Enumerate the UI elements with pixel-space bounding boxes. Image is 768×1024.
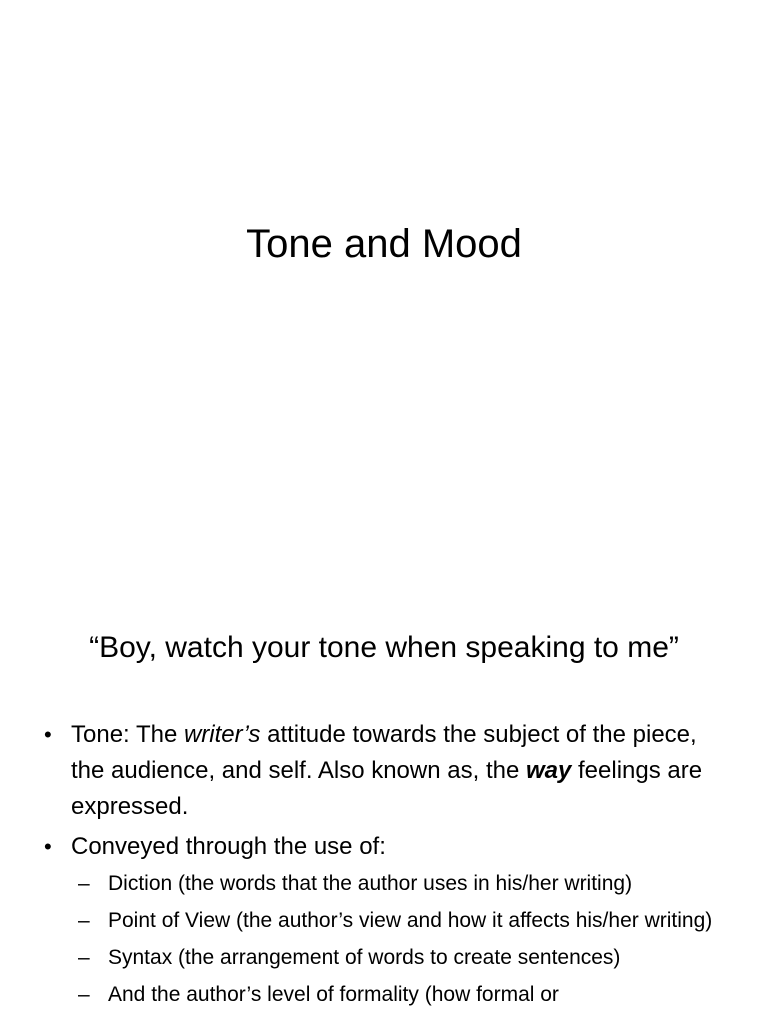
sub-bullet-item [78,904,734,937]
dash-icon: – [78,983,90,1006]
dash-icon: – [78,909,90,932]
bullet-item-tone [44,717,734,825]
sub-bullet-item [78,941,734,974]
bullet-item-conveyed [44,829,734,1011]
sub-bullet-text: Diction (the words that the author uses in his/her writing) [108,872,633,895]
bullet-list [44,717,734,1015]
sub-bullet-text: Point of View (the author’s view and how it affects his/her writing) [108,909,713,932]
bullet-text: Conveyed through the use of: [71,833,386,860]
bullet-icon: • [44,834,52,859]
dash-icon: – [78,872,90,895]
dash-icon: – [78,946,90,969]
bullet-text-part: feelings are expressed. [71,757,703,820]
sub-bullet-text: And the author’s level of formality (how formal or [108,983,559,1006]
content-slide [0,576,768,1024]
sub-bullet-list [71,867,734,1011]
bullet-text-part: Tone: The [71,721,184,748]
sub-bullet-item [78,867,734,900]
bullet-text-part: attitude towards the subject of the piece, the audience, and self. Also known as, the [71,721,697,784]
sub-bullet-item [78,978,734,1011]
bullet-text-bold-italic: way [525,757,572,784]
bullet-text [71,717,734,825]
bullet-icon: • [44,722,52,747]
slide-title: Tone and Mood [246,222,522,266]
bullet-text-italic: writer’s [183,721,261,748]
slide-heading: “Boy, watch your tone when speaking to me” [89,631,679,664]
sub-bullet-text: Syntax (the arrangement of words to create sentences) [108,946,621,969]
